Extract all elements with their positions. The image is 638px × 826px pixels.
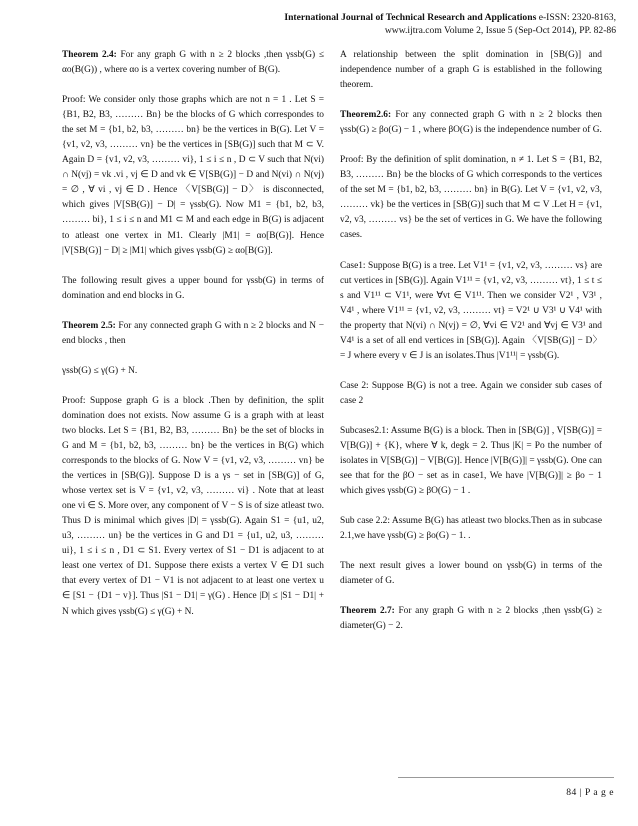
journal-details: www.ijtra.com Volume 2, Issue 5 (Sep-Oct 2014), PP. 82-86: [384, 24, 616, 36]
subcase-2-1: Subcases2.1: Assume B(G) is a block. Then in [SB(G)] , V[SB(G)] = V[B(G)] + {K}, where ∀ k, degk = 2. Thus |K| = Po the number of isolates in V[SB(G)] − V[B(G)]. Hence |V[B(G)]| = γssb(G). One can see that for the βO − set as in case1, We have |V[B(G)]| ≥ βo − 1 which gives γssb(G) ≥ βO(G) − 1 .: [340, 425, 602, 497]
footer-rule: [398, 777, 614, 778]
subcase-2-2: Sub case 2.2: Assume B(G) has atleast two blocks.Then as in subcase 2.1,we have γssb(G) ≥ βo(G) − 1. .: [340, 516, 602, 542]
theorem-label: Theorem2.6:: [340, 110, 392, 121]
left-column: [62, 48, 324, 635]
proof-2-4: Proof: We consider only those graphs which are not n = 1 . Let S = {B1, B2, B3, ……… Bn} be the blocks of G which correspondes to the set M = {b1, b2, b3, ……… bn} be the vertices in B(G). Let V = {v1, v2, v3, ……… vn} be the vertices in [SB(G)] such that M ⊂ V. Again D = {v1, v2, v3, ……… vi}, 1 ≤ i ≤ n , D ⊂ V such that N(vi) ∩ N(vj) = vk .vi , vj ∈ D and vk ∈ V[SB(G)] − D and N(vi) ∩ N(vj) = ∅ , ∀ vi , vj ∈ D . Hence 〈V[SB(G)] − D〉 is disconnected, which gives |V[SB(G)] − D| = γssb(G). Now M1 = {b1, b2, b3, ……… bi}, 1 ≤ i ≤ n and M1 ⊂ M and each edge in B(G) is adjacent to atleast one vertex in M1. Clearly |M1| = αo[B(G)]. Hence |V[SB(G)] − D| ≥ |M1| which gives γssb(G) ≥ αo[B(G)].: [62, 95, 324, 256]
theorem-label: Theorem 2.7:: [340, 606, 395, 617]
theorem-2-5: Theorem 2.5: For any connected graph G with n ≥ 2 blocks and N − end blocks , then: [62, 320, 324, 346]
case-1: Case1: Suppose B(G) is a tree. Let V1¹ = {v1, v2, v3, ……… vs} are cut vertices in [SB(G)]. Again V1¹¹ = {v1, v2, v3, ……… vt}, 1 ≤ t ≤ s and V1¹¹ ⊂ V1¹, were ∀vt ∈ V1¹¹. Then we consider V2¹ , V3¹ , V4¹ , where V1¹¹ = {v1, v2, v3, ……… vt} = V2¹ ∪ V3¹ ∪ V4¹ with the property that N(vi) ∩ N(vj) = ∅, ∀vi ∈ V2¹ and ∀vj ∈ V3¹ and V4¹ is a set of all end vertices in [SB(G)]. Again 〈V[SB(G)] − D〉 = J where every v ∈ J is an isolates.Thus |V1¹¹| = γssb(G).: [340, 260, 602, 361]
page-header: [256, 12, 616, 37]
equation-2-5: γssb(G) ≤ γ(G) + N.: [62, 365, 138, 376]
theorem-2-6: Theorem2.6: For any connected graph G with n ≥ 2 blocks then γssb(G) ≥ βo(G) − 1 , where βO(G) is the independence number of G.: [340, 110, 602, 136]
right-column: [340, 48, 602, 649]
page-number: 84 | P a g e: [566, 787, 614, 798]
journal-name: International Journal of Technical Research and Applications: [284, 12, 537, 23]
case-2: Case 2: Suppose B(G) is not a tree. Again we consider sub cases of case 2: [340, 380, 602, 406]
theorem-label: Theorem 2.5:: [62, 320, 116, 331]
intro-2-5: The following result gives a upper bound for γssb(G) in terms of domination and end blocks in G.: [62, 275, 324, 301]
proof-2-5: Proof: Suppose graph G is a block .Then by definition, the split domination does not exists. Now assume G is a graph with at least two blocks. Let S = {B1, B2, B3, ……… Bn} be the set of blocks in G and M = {b1, b2, b3, ……… bn} be the vertices in B(G) which corresponds to the blocks of G. Now V = {v1, v2, v3, ……… vn} be the vertices in [SB(G)]. Suppose D is a γs − set in [SB(G)] of G, whose vertex set is V = {v1, v2, v3, ……… vi} . Note that at least one vi ∈ S. More over, any component of V − S is of size atleast two. Thus D is minimal which gives |D| = γssb(G). Again S1 = {u1, u2, u3, ……… un} be the vertices in G and D1 = {u1, u2, u3, ……… ui}, 1 ≤ i ≤ n , D1 ⊂ S1. Every vertex of S1 − D1 is adjacent to at least one vertex of D1. Suppose there exists a vertex V ∈ D1 such that every vertex of D1 − V1 is not adjacent to at least one vertex u ∈ [S1 − {D1 − v}]. Thus |S1 − D1| = γ(G) . Hence |D| ≤ |S1 − D1| + N which gives γssb(G) ≤ γ(G) + N.: [62, 395, 324, 617]
intro-2-6: A relationship between the split domination in [SB(G)] and independence number of a graph G is established in the following theorem.: [340, 50, 602, 91]
proof-2-6: Proof: By the definition of split domination, n ≠ 1. Let S = {B1, B2, B3, ……… Bn} be the blocks of G which corresponds to the vertices of the set M = {b1, b2, b3, ……… bn} in B(G). Let V = {v1, v2, v3, ……… vk} be the vertices in [SB(G)] such that M ⊂ V .Let H = {v1, v2, v3, ……… vs} be the set of vertices in G. We have the following cases.: [340, 155, 602, 241]
theorem-label: Theorem 2.4:: [62, 50, 117, 60]
theorem-2-7: Theorem 2.7: For any graph G with n ≥ 2 blocks ,then γssb(G) ≥ diameter(G) − 2.: [340, 606, 602, 632]
issn: e-ISSN: 2320-8163,: [536, 12, 616, 23]
theorem-2-4: Theorem 2.4: For any graph G with n ≥ 2 blocks ,then γssb(G) ≤ αo(B(G)) , where αo is a vertex covering number of B(G).: [62, 50, 324, 76]
intro-2-7: The next result gives a lower bound on γssb(G) in terms of the diameter of G.: [340, 561, 602, 587]
